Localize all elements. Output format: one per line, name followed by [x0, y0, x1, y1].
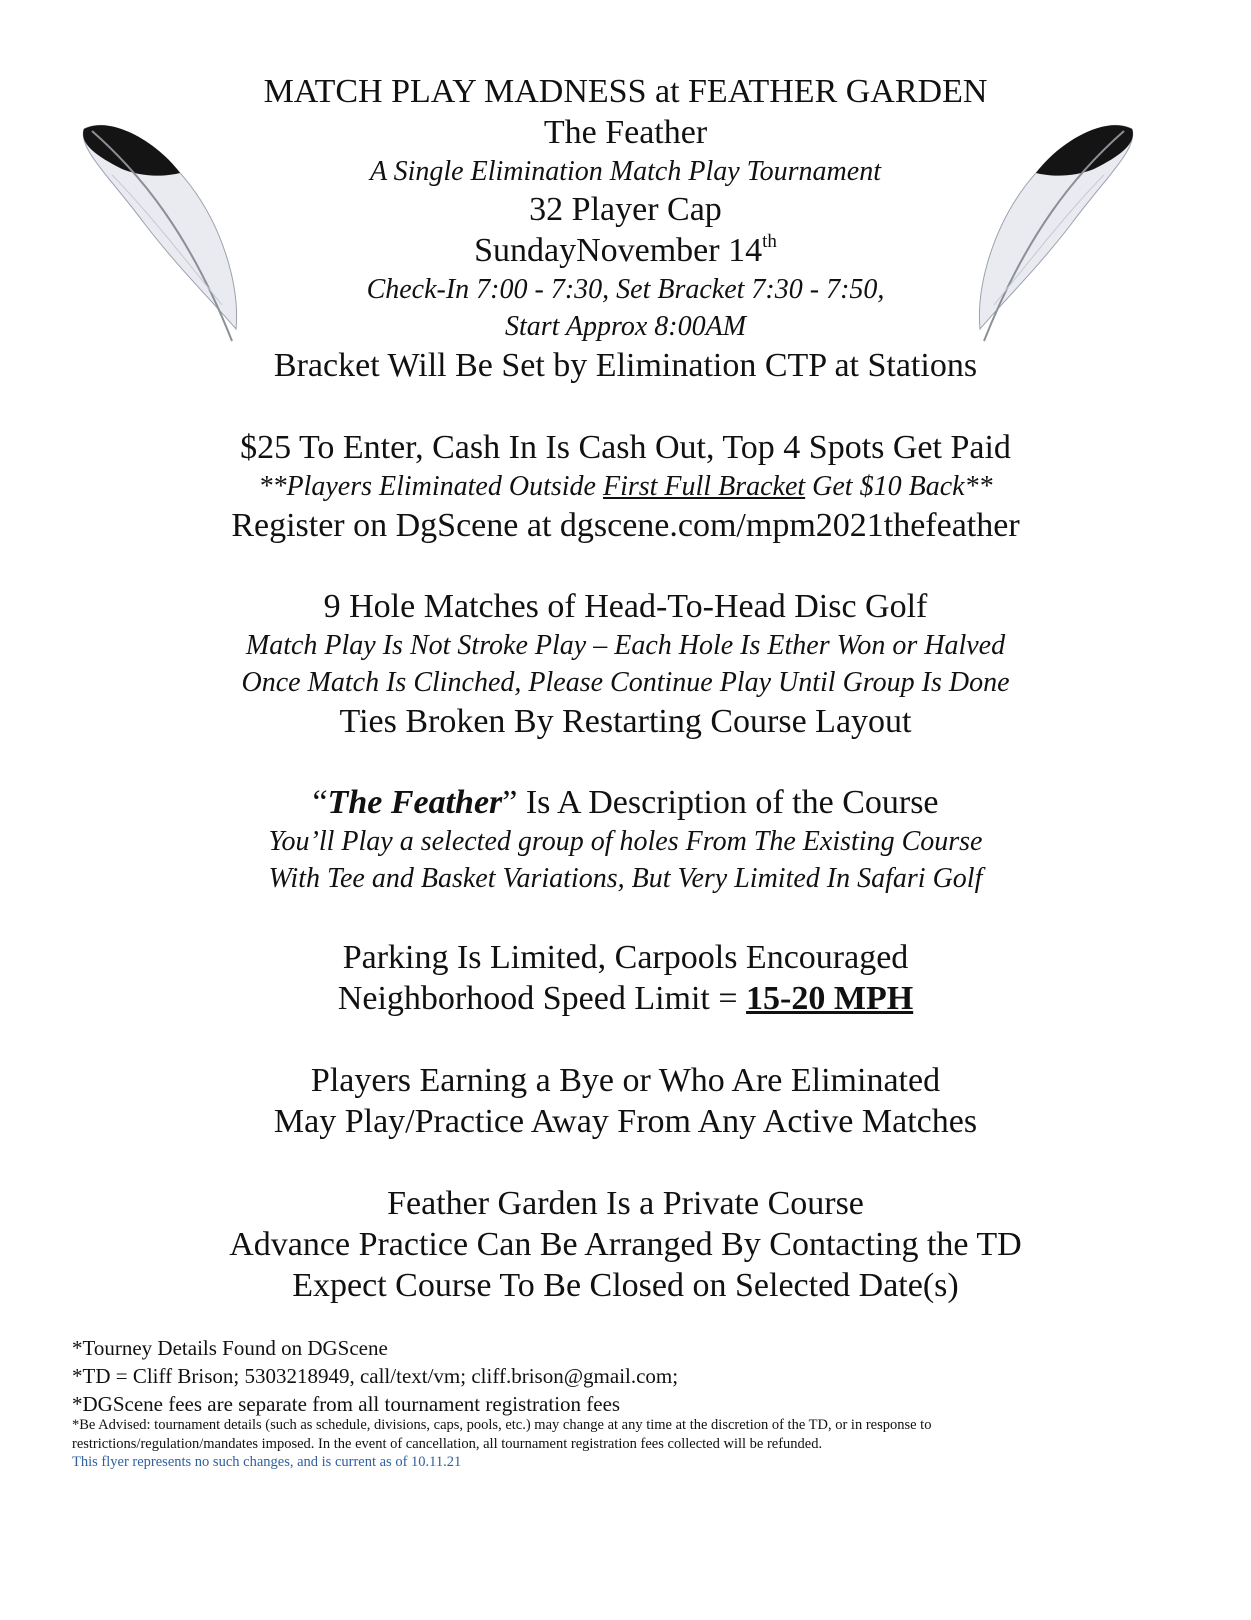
flyer-subtitle: The Feather — [543, 114, 708, 151]
course-line-3: With Tee and Basket Variations, But Very Limited In Safari Golf — [268, 863, 983, 894]
footer-note-3: *DGScene fees are separate from all tournament registration fees — [72, 1392, 621, 1416]
flyer-title: MATCH PLAY MADNESS at FEATHER GARDEN — [263, 73, 988, 110]
private-line-1: Feather Garden Is a Private Course — [387, 1185, 864, 1222]
bye-line-2: May Play/Practice Away From Any Active Matches — [273, 1103, 978, 1140]
footer-current-as-of: This flyer represents no such changes, and is current as of 10.11.21 — [72, 1454, 462, 1470]
format-line-1: 9 Hole Matches of Head-To-Head Disc Golf — [323, 588, 928, 625]
private-line-3: Expect Course To Be Closed on Selected Date(s) — [292, 1267, 959, 1304]
course-line-2: You’ll Play a selected group of holes From The Existing Course — [268, 826, 983, 857]
event-date: SundayNovember 14th — [474, 231, 777, 269]
bye-line-1: Players Earning a Bye or Who Are Eliminated — [310, 1062, 941, 1099]
footer-note-2: *TD = Cliff Brison; 5303218949, call/text/vm; cliff.brison@gmail.com; — [72, 1364, 679, 1388]
parking-line: Parking Is Limited, Carpools Encouraged — [342, 939, 909, 976]
tournament-tagline: A Single Elimination Match Play Tournament — [370, 156, 881, 187]
speed-limit-line: Neighborhood Speed Limit = 15-20 MPH — [337, 980, 914, 1017]
footer-note-1: *Tourney Details Found on DGScene — [72, 1336, 388, 1360]
entry-fee-line: $25 To Enter, Cash In Is Cash Out, Top 4 Spots Get Paid — [240, 429, 1011, 466]
footer-advised-2: restrictions/regulation/mandates imposed. In the event of cancellation, all tournament registration fees collected will be refunded. — [72, 1436, 823, 1452]
bracket-line: Bracket Will Be Set by Elimination CTP at Stations — [273, 347, 978, 384]
format-line-4: Ties Broken By Restarting Course Layout — [339, 703, 912, 740]
refund-line: **Players Eliminated Outside First Full Bracket Get $10 Back** — [258, 471, 993, 502]
format-line-2: Match Play Is Not Stroke Play – Each Hole Is Ether Won or Halved — [245, 630, 1006, 661]
private-line-2: Advance Practice Can Be Arranged By Contacting the TD — [229, 1226, 1022, 1263]
course-description-line: “The Feather” Is A Description of the Course — [312, 784, 939, 821]
schedule-line-1: Check-In 7:00 - 7:30, Set Bracket 7:30 - 7:50, — [366, 274, 885, 305]
footer-advised-1: *Be Advised: tournament details (such as schedule, divisions, caps, pools, etc.) may change at any time at the discretion of the TD, or in response to — [72, 1417, 932, 1433]
register-line: Register on DgScene at dgscene.com/mpm2021thefeather — [231, 507, 1020, 544]
player-cap: 32 Player Cap — [529, 191, 722, 228]
format-line-3: Once Match Is Clinched, Please Continue Play Until Group Is Done — [241, 667, 1010, 698]
schedule-line-2: Start Approx 8:00AM — [504, 311, 747, 342]
